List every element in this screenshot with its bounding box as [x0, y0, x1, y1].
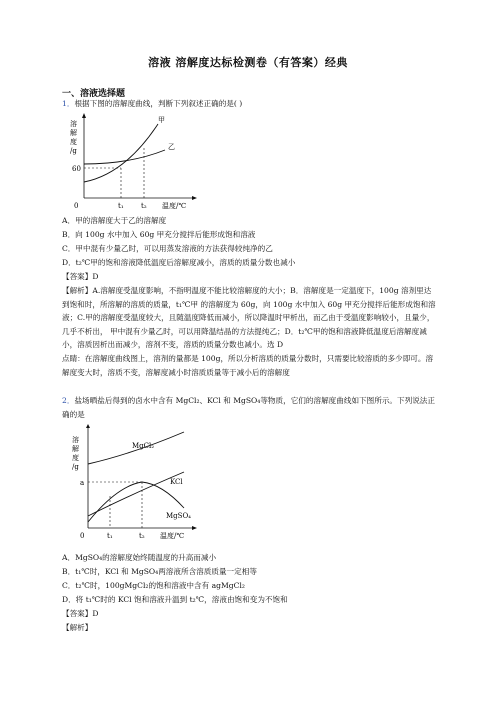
q1-option-c: C．甲中混有少量乙时，可以用蒸发溶液的方法获得较纯净的乙	[62, 244, 273, 253]
x2-tick-t1: t₁	[107, 532, 113, 540]
q2-option-a: A．MgSO₄的溶解度始终随温度的升高而减小	[62, 553, 217, 562]
q2-option-d: D．将 t₁℃时的 KCl 饱和溶液升温到 t₂℃，溶液由饱和变为不饱和	[62, 595, 288, 604]
q1-option-d: D．t₂℃甲的饱和溶液降低温度后溶解度减小，溶质的质量分数也减小	[62, 258, 296, 267]
y2-label-1: 溶	[72, 436, 79, 444]
q1-answer: 【答案】D	[62, 272, 99, 281]
question-2-text: 盐场晒盐后得到的卤水中含有 MgCl₂、KCl 和 MgSO₄等物质，它们的溶解度曲线如下图所示。下列说法正确的是	[62, 396, 435, 419]
y2-label-3: 度	[72, 454, 79, 462]
y-label-3: 度	[70, 138, 77, 146]
y-label-4: /g	[70, 147, 77, 155]
document-title: 溶液 溶解度达标检测卷（有答案）经典	[148, 56, 348, 69]
curve-label-jia: 甲	[158, 116, 165, 124]
label-mgso4: MgSO₄	[166, 512, 191, 520]
x-tick-t1: t₁	[118, 202, 124, 210]
y-tick-60: 60	[72, 165, 81, 173]
curve-label-yi: 乙	[168, 143, 175, 151]
x-tick-t2: t₂	[141, 202, 147, 210]
question-1-stem	[62, 99, 242, 109]
q2-option-c: C．t₂℃时，100gMgCl₂的饱和溶液中含有 agMgCl₂	[62, 581, 245, 590]
solubility-chart-2	[72, 424, 202, 542]
y-label-1: 溶	[70, 120, 77, 128]
label-mgcl2: MgCl₂	[132, 442, 155, 450]
q1-analysis: 【解析】A.溶解度受温度影响，不指明温度不能比较溶解度的大小；B．溶解度是一定温度下，100g 溶剂里达到饱和时，所溶解的溶质的质量，t₁℃甲 的溶解度为 60g，向 100g 水中加入 60g 甲充分搅拌后能形成饱和溶液；C.甲的溶解度受温度较大，且随温度降低而减小，所以降温时甲析出，而乙由于受温度影响较小，且量少，几乎不析出， 甲中混有少量乙时，可以用降温结晶的方法提纯乙；D．t₂℃甲的饱和溶液降低温度后溶解度减小，溶质因析出而减少，溶剂不变，溶质的质量分数也减小。选 D	[62, 286, 436, 350]
q2-analysis: 【解析】	[62, 623, 93, 632]
question-1-number: 1．	[62, 99, 75, 108]
q1-option-a: A．甲的溶解度大于乙的溶解度	[62, 216, 167, 225]
x2-axis-label: 温度/℃	[160, 532, 185, 540]
question-2-number: 2．	[62, 396, 75, 405]
y2-label-4: /g	[72, 463, 79, 471]
x-axis-label: 温度/℃	[162, 202, 187, 210]
solubility-chart-1	[70, 112, 200, 216]
y2-label-2: 解	[72, 445, 79, 453]
q2-option-b: B．t₁℃时，KCl 和 MgSO₄两溶液所含溶质质量一定相等	[62, 567, 257, 576]
q2-answer: 【答案】D	[62, 609, 99, 618]
label-kcl: KCl	[170, 478, 183, 486]
q1-option-b: B．向 100g 水中加入 60g 甲充分搅拌后能形成饱和溶液	[62, 230, 256, 239]
origin2-label: 0	[80, 532, 85, 540]
y2-tick-a: a	[80, 479, 85, 487]
q1-note: 点睛：在溶解度曲线图上，溶剂的量都是 100g，所以分析溶质的质量分数时，只需要比较溶质的多少即可。溶解度变大时，溶质不变，溶解度减小时溶质质量等于减小后的溶解度	[62, 354, 434, 377]
question-1-text: 根据下图的溶解度曲线，判断下列叙述正确的是( )	[74, 99, 243, 108]
section-heading: 一、溶液选择题	[62, 89, 126, 99]
origin-label: 0	[74, 202, 79, 210]
x2-tick-t2: t₂	[139, 532, 145, 540]
question-2-stem	[62, 394, 436, 421]
y-label-2: 解	[70, 129, 77, 137]
